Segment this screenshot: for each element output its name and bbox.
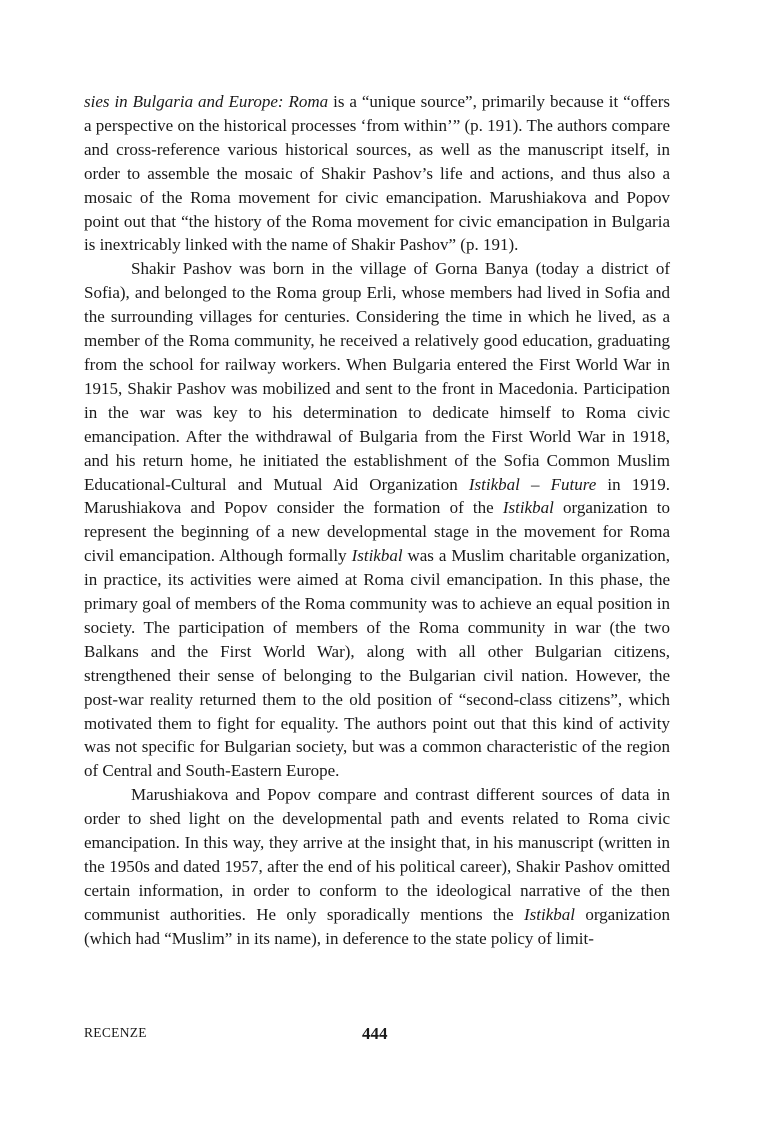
italic-text: Istikbal – Future <box>468 474 597 494</box>
page-number: 444 <box>362 1024 388 1043</box>
italic-text: Istikbal <box>502 498 554 518</box>
text-run: organization (which had “Muslim” in its name), in deference to the state policy of limit- <box>84 904 670 948</box>
paragraph-1 <box>84 90 670 257</box>
italic-text: Istikbal <box>524 904 576 924</box>
italic-text: Istikbal <box>351 546 403 566</box>
article-body <box>84 90 670 951</box>
text-run: was a Muslim charitable organization, in practice, its activities were aimed at Roma civil emancipation. In this phase, the primary goal of members of the Roma community was to achieve an equal position in society. The participation of members of the Roma community in war (the two Balkans and the First World War), along with all other Bulgarian citizens, strengthened their sense of belonging to the Bulgarian civil nation. However, the post-war reality returned them to the old position of “second-class citizens”, which motivated them to fight for equality. The authors point out that this kind of activity was not specific for Bulgarian society, but was a common characteristic of the region of Central and South-Eastern Europe. <box>84 546 670 781</box>
paragraph-3 <box>84 783 670 950</box>
paragraph-2 <box>84 257 670 783</box>
text-run: organization to represent the beginning of a new developmental stage in the movement for Roma civil emancipation. Although formally <box>84 498 671 566</box>
italic-text: sies in Bulgaria and Europe: Roma <box>84 92 329 111</box>
section-label: RECENZE <box>84 1025 147 1040</box>
text-run: Shakir Pashov was born in the village of Gorna Banya (today a district of Sofia), and belonged to the Roma group Erli, whose members had lived in Sofia and the surrounding villages for centuries. Considering the time in which he lived, as a member of the Roma community, he received a relatively good education, graduating from the school for railway workers. When Bulgaria entered the First World War in 1915, Shakir Pashov was mobilized and sent to the front in Macedonia. Participation in the war was key to his determination to dedicate himself to Roma civic emancipation. After the withdrawal of Bulgaria from the First World War in 1918, and his return home, he initiated the establishment of the Sofia Common Muslim Educational-Cultural and Mutual Aid Organization <box>84 259 670 494</box>
text-run: in 1919. Marushiakova and Popov consider the formation of the <box>84 474 670 518</box>
text-run: Marushiakova and Popov compare and contrast different sources of data in order to shed light on the developmental path and events related to Roma civic emancipation. In this way, they arrive at the insight that, in his manuscript (written in the 1950s and dated 1957, after the end of his political career), Shakir Pashov omitted certain information, in order to conform to the ideological narrative of the then communist authorities. He only sporadically mentions the <box>84 785 670 924</box>
text-run: is a “unique source”, primarily because it “offers a perspective on the historical processes ‘from within’” (p. 191). The authors compare and cross-reference various historical sources, as well as the manuscript itself, in order to assemble the mosaic of Shakir Pashov’s life and actions, and thus also a mosaic of the Roma movement for civic emancipation. Marushiakova and Popov point out that “the history of the Roma movement for civic emancipation in Bulgaria is inextricably linked with the name of Shakir Pashov” (p. 191). <box>84 92 671 255</box>
